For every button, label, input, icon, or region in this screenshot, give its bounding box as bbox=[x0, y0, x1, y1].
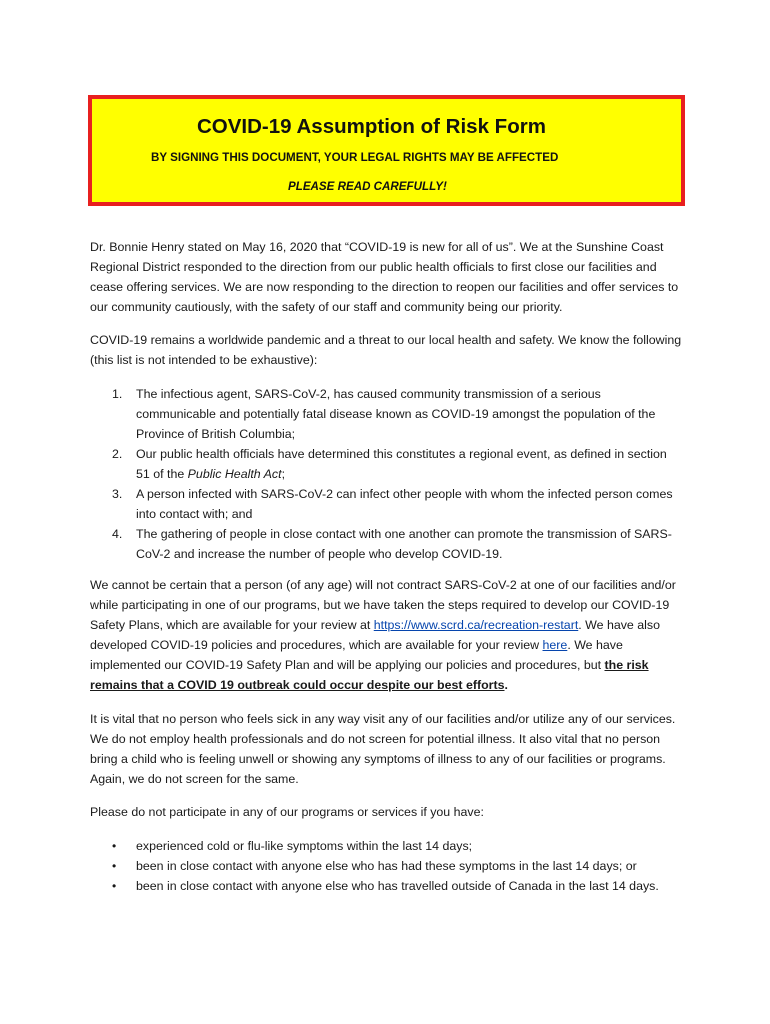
list-number: 1. bbox=[112, 387, 123, 401]
outbreak-risk-statement: the risk remains that a COVID 19 outbreak could occur despite our best efforts bbox=[90, 658, 649, 692]
list-item bbox=[112, 524, 682, 564]
bullet-text: experienced cold or flu-like symptoms within the last 14 days; bbox=[136, 839, 473, 853]
bullet-icon: • bbox=[112, 859, 117, 873]
list-item-text: The gathering of people in close contact with one another can promote the transmission of SARS-CoV-2 and increase the number of people who develop COVID-19. bbox=[136, 527, 672, 561]
public-health-act-title: Public Health Act bbox=[187, 467, 282, 481]
list-item-text-end: ; bbox=[281, 467, 286, 481]
safety-plan-paragraph bbox=[90, 575, 690, 695]
list-number: 4. bbox=[112, 527, 123, 541]
list-number: 3. bbox=[112, 487, 123, 501]
warning-banner bbox=[88, 95, 685, 206]
symptom-criteria-list bbox=[112, 836, 692, 896]
bullet-icon: • bbox=[112, 879, 117, 893]
bullet-icon: • bbox=[112, 839, 117, 853]
recreation-restart-link[interactable]: https://www.scrd.ca/recreation-restart bbox=[373, 618, 579, 632]
pandemic-paragraph: COVID-19 remains a worldwide pandemic and a threat to our local health and safety. We know the following (this list is not intended to be exhaustive): bbox=[90, 333, 682, 367]
read-carefully-notice: PLEASE READ CAREFULLY! bbox=[288, 180, 447, 193]
safety-plan-text-1: We cannot be certain that a person (of any age) will not contract SARS-CoV-2 at one of our facilities and/or while participating in one of our programs, but we have taken the steps required to develop our COVID-19 Safety Plans, which are available for your review at bbox=[90, 578, 676, 632]
list-item bbox=[112, 876, 692, 896]
do-not-participate-paragraph: Please do not participate in any of our programs or services if you have: bbox=[90, 805, 484, 819]
safety-plan-text-3: . We have implemented our COVID-19 Safety Plan and will be applying our policies and procedures, but bbox=[90, 638, 623, 672]
known-facts-list bbox=[112, 384, 682, 564]
policies-here-link[interactable]: here bbox=[542, 638, 568, 652]
list-item bbox=[112, 484, 682, 524]
form-title: COVID-19 Assumption of Risk Form bbox=[197, 115, 546, 138]
safety-plan-text-4: . bbox=[504, 678, 508, 692]
list-item-text: A person infected with SARS-CoV-2 can infect other people with whom the infected person comes into contact with; and bbox=[136, 487, 673, 521]
list-item-text: The infectious agent, SARS-CoV-2, has caused community transmission of a serious communicable and potentially fatal disease known as COVID-19 amongst the population of the Province of British Columbia; bbox=[136, 387, 656, 441]
list-item bbox=[112, 384, 682, 444]
legal-rights-warning: BY SIGNING THIS DOCUMENT, YOUR LEGAL RIGHTS MAY BE AFFECTED bbox=[151, 151, 559, 164]
list-item bbox=[112, 836, 692, 856]
list-item bbox=[112, 856, 692, 876]
safety-plan-text-2: . We have also developed COVID-19 policies and procedures, which are available for your review bbox=[90, 618, 660, 652]
list-number: 2. bbox=[112, 447, 123, 461]
sickness-paragraph: It is vital that no person who feels sick in any way visit any of our facilities and/or utilize any of our services. We do not employ health professionals and do not screen for potential illness. It also vital that no person bring a child who is feeling unwell or showing any symptoms of illness to any of our facilities or programs. Again, we do not screen for the same. bbox=[90, 712, 676, 786]
intro-paragraph: Dr. Bonnie Henry stated on May 16, 2020 that “COVID-19 is new for all of us”. We at the Sunshine Coast Regional District responded to the direction from our public health officials to first close our facilities and cease offering services. We are now responding to the direction to reopen our facilities and offer services to our community cautiously, with the safety of our staff and community being our priority. bbox=[90, 240, 679, 314]
list-item bbox=[112, 444, 682, 484]
bullet-text: been in close contact with anyone else who has had these symptoms in the last 14 days; or bbox=[136, 859, 637, 873]
list-item-text: Our public health officials have determined this constitutes a regional event, as defined in section 51 of the bbox=[136, 447, 667, 481]
bullet-text: been in close contact with anyone else who has travelled outside of Canada in the last 14 days. bbox=[136, 879, 659, 893]
